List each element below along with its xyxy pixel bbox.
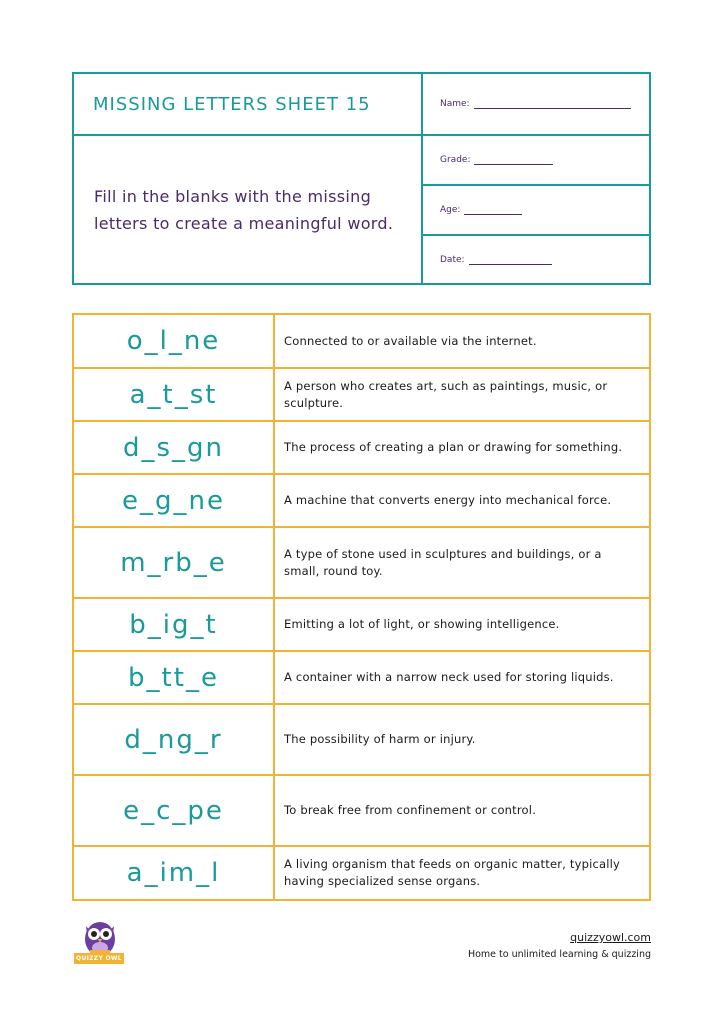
grade-label: Grade: [440, 155, 471, 165]
word-puzzle: d_ng_r [74, 705, 275, 774]
word-definition: The process of creating a plan or drawing for something. [284, 440, 623, 454]
word-puzzle: e_g_ne [74, 475, 275, 526]
table-row [74, 847, 649, 899]
worksheet-header [72, 72, 651, 285]
word-definition: The possibility of harm or injury. [284, 732, 476, 746]
tagline: Home to unlimited learning & quizzing [467, 949, 651, 960]
age-label: Age: [440, 205, 461, 215]
site-link[interactable]: quizzyowl.com [570, 931, 651, 944]
word-definition: A type of stone used in sculptures and buildings, or a small, round toy. [284, 546, 602, 578]
word-puzzle: o_l_ne [74, 315, 275, 367]
word-definition: Emitting a lot of light, or showing intelligence. [284, 617, 560, 631]
table-row [74, 705, 649, 776]
table-row [74, 599, 649, 652]
age-field[interactable] [423, 186, 649, 236]
date-field[interactable] [423, 236, 649, 283]
word-puzzle: b_tt_e [74, 652, 275, 703]
table-row [74, 776, 649, 847]
sheet-title: MISSING LETTERS SHEET 15 [93, 93, 371, 115]
name-line[interactable] [474, 99, 631, 109]
table-row [74, 528, 649, 599]
missing-letters-table [72, 313, 651, 901]
word-definition: Connected to or available via the internet. [284, 333, 537, 348]
word-puzzle: b_ig_t [74, 599, 275, 650]
word-puzzle: d_s_gn [74, 422, 275, 473]
logo-label: QUIZZY OWL [74, 953, 124, 964]
word-definition: A machine that converts energy into mechanical force. [284, 493, 612, 507]
name-label: Name: [440, 99, 470, 109]
table-row [74, 315, 649, 369]
date-line[interactable] [469, 255, 552, 265]
word-definition: A person who creates art, such as paintings, music, or sculpture. [284, 378, 608, 410]
word-puzzle: e_c_pe [74, 776, 275, 845]
word-definition: A living organism that feeds on organic matter, typically having specialized sense organs. [284, 857, 621, 888]
date-label: Date: [440, 254, 465, 265]
grade-line[interactable] [474, 155, 553, 165]
instructions: Fill in the blanks with the missing letters to create a meaningful word. [94, 186, 394, 233]
word-puzzle: a_t_st [74, 369, 275, 420]
grade-field[interactable] [423, 136, 649, 186]
name-field[interactable] [423, 74, 649, 136]
title-cell [74, 74, 423, 136]
word-puzzle: m_rb_e [74, 528, 275, 597]
table-row [74, 422, 649, 475]
table-row [74, 369, 649, 422]
word-puzzle: a_im_l [74, 847, 275, 899]
instructions-cell [74, 136, 423, 283]
table-row [74, 652, 649, 705]
word-definition: To break free from confinement or control. [284, 803, 537, 817]
age-line[interactable] [464, 205, 522, 215]
table-row [74, 475, 649, 528]
word-definition: A container with a narrow neck used for storing liquids. [284, 670, 614, 684]
